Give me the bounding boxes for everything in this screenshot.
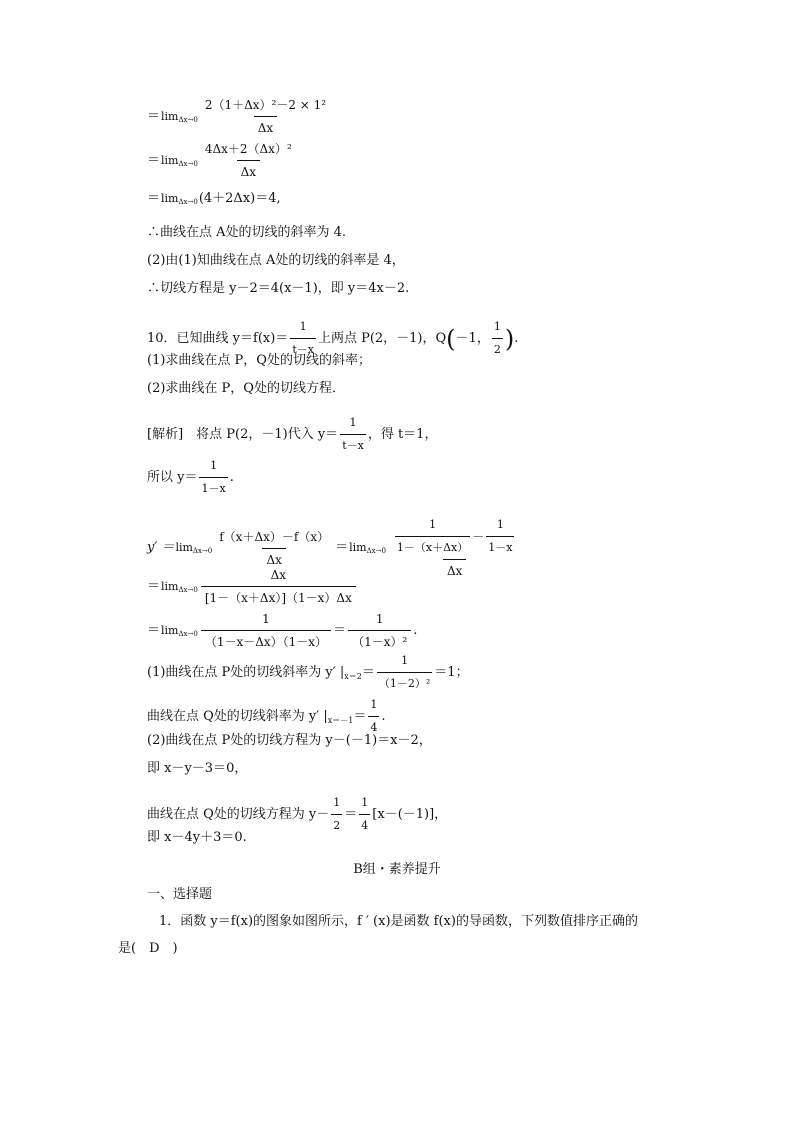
fraction: $\frac{1}{(1-x-\Delta x)(1-x)}$ xyxy=(201,610,331,651)
fraction: $\frac{1}{1-x}$ xyxy=(199,457,227,498)
derivation-line-2 xyxy=(147,140,298,181)
analysis-line: [解析] 将点 P(2，－1)代入 y＝ $\frac{1}{t-x}$ ，得 t＝1， xyxy=(147,414,437,455)
question-10-part-1: (1)求曲线在点 P，Q处的切线的斜率； xyxy=(147,353,371,368)
slope-at-q: 曲线在点 Q处的切线斜率为 y′ | x＝－1 ＝ $\frac{1}{4}$ . xyxy=(147,696,386,737)
fraction: $\frac{\Delta x}{[1-(x+\Delta x)](1-x)\Delta x}$ xyxy=(201,566,356,607)
fraction: $\frac{1}{2}$ xyxy=(492,318,503,359)
compound-fraction: $\frac{1}{1-(x+\Delta x)}$ － $\frac{1}{1-x}$ Δx xyxy=(396,518,513,578)
question-10: 10．已知曲线 y＝f(x)＝ $\frac{1}{t-x}$ 上两点 P(2，－1)，Q ( －1， $\frac{1}{2}$ ) . xyxy=(147,318,518,359)
fraction: $\frac{\text{2（1＋Δx）²－2 × 1²}}{\Delta x}$ xyxy=(204,98,327,135)
equals-sign: ＝ xyxy=(147,152,161,168)
part-heading: 一、选择题 xyxy=(147,887,213,902)
question-10-part-2: (2)求曲线在 P，Q处的切线方程． xyxy=(147,381,345,396)
derivation-line-a: ＝ lim Δx→0 $\frac{\Delta x}{[1-(x+\Delta x)](1-x)\Delta x}$ xyxy=(147,566,358,607)
limit-operator: lim Δx→0 xyxy=(161,109,198,124)
slope-conclusion: ∴曲线在点 A处的切线的斜率为 4. xyxy=(147,225,347,240)
so-y-line: 所以 y＝ $\frac{1}{1-x}$ . xyxy=(147,457,234,498)
limit-operator: lim Δx→0 xyxy=(175,541,213,555)
limit-operator: lim Δx→0 xyxy=(349,541,386,555)
fraction: $\frac{1}{t-x}$ xyxy=(340,414,366,455)
fraction: $\frac{1}{\text{（1－2）²}}$ xyxy=(377,652,432,693)
part-2-statement: (2)由(1)知曲线在点 A处的切线的斜率是 4， xyxy=(147,253,405,268)
limit-operator: lim Δx→0 xyxy=(161,153,198,168)
slope-at-p: (1)曲线在点 P处的切线斜率为 y′ | x＝2 ＝ $\frac{1}{\text{（1－2）²}}$ ＝1； xyxy=(147,652,469,693)
tangent-at-q: 曲线在点 Q处的切线方程为 y－ $\frac{1}{2}$ ＝ $\frac{1}{4}$ [x－(－1)]， xyxy=(147,794,447,835)
equals-sign: ＝ xyxy=(147,108,161,124)
fraction: $\frac{1}{t-x}$ xyxy=(290,318,316,359)
fraction: $\frac{\text{4Δx＋2（Δx）²}}{\Delta x}$ xyxy=(204,142,292,179)
fraction: $\frac{1}{2}$ xyxy=(331,794,342,835)
limit-operator: lim Δx→0 xyxy=(161,579,198,594)
limit-operator: lim Δx→0 xyxy=(161,623,198,638)
fraction: $\frac{1}{4}$ xyxy=(359,794,370,835)
tangent-at-p-simplified: 即 x－y－3＝0， xyxy=(147,761,248,776)
limit-operator: lim Δx→0 xyxy=(161,192,198,206)
derivation-line-3: ＝ lim Δx→0 (4＋2Δx)＝4, xyxy=(147,191,281,206)
fraction: $\frac{f(x+\Delta x)-f(x)}{\Delta x}$ xyxy=(219,529,330,567)
derivation-line-1 xyxy=(147,96,332,137)
tangent-at-p: (2)曲线在点 P处的切线方程为 y－(－1)＝x－2， xyxy=(147,733,432,748)
fraction: $\frac{1}{4}$ xyxy=(368,696,379,737)
problem-1-line-1: 1．函数 y＝f(x)的图象如图所示，f ′ (x)是函数 f(x)的导函数，下列数值排序正确的 xyxy=(159,914,638,929)
tangent-equation: ∴切线方程是 y－2＝4(x－1)，即 y＝4x－2. xyxy=(147,281,410,296)
derivation-line-b: ＝ lim Δx→0 $\frac{1}{(1-x-\Delta x)(1-x)}$ ＝ $\frac{1}{\text{（1－x）²}}$ . xyxy=(147,612,418,649)
problem-1-line-2: 是( D ) xyxy=(118,941,178,956)
tangent-at-q-simplified: 即 x－4y＋3＝0. xyxy=(147,830,247,845)
derivative-line: y′ ＝ lim Δx→0 $\frac{f(x+\Delta x)-f(x)}{\Delta x}$ ＝ lim Δx→0 $\frac{1}{1-(x+\Delta x)}$ － $\frac{1}{1-x}$ Δx xyxy=(147,516,522,580)
fraction: $\frac{1}{\text{（1－x）²}}$ xyxy=(348,610,411,651)
section-heading: B组・素养提升 xyxy=(353,862,441,877)
